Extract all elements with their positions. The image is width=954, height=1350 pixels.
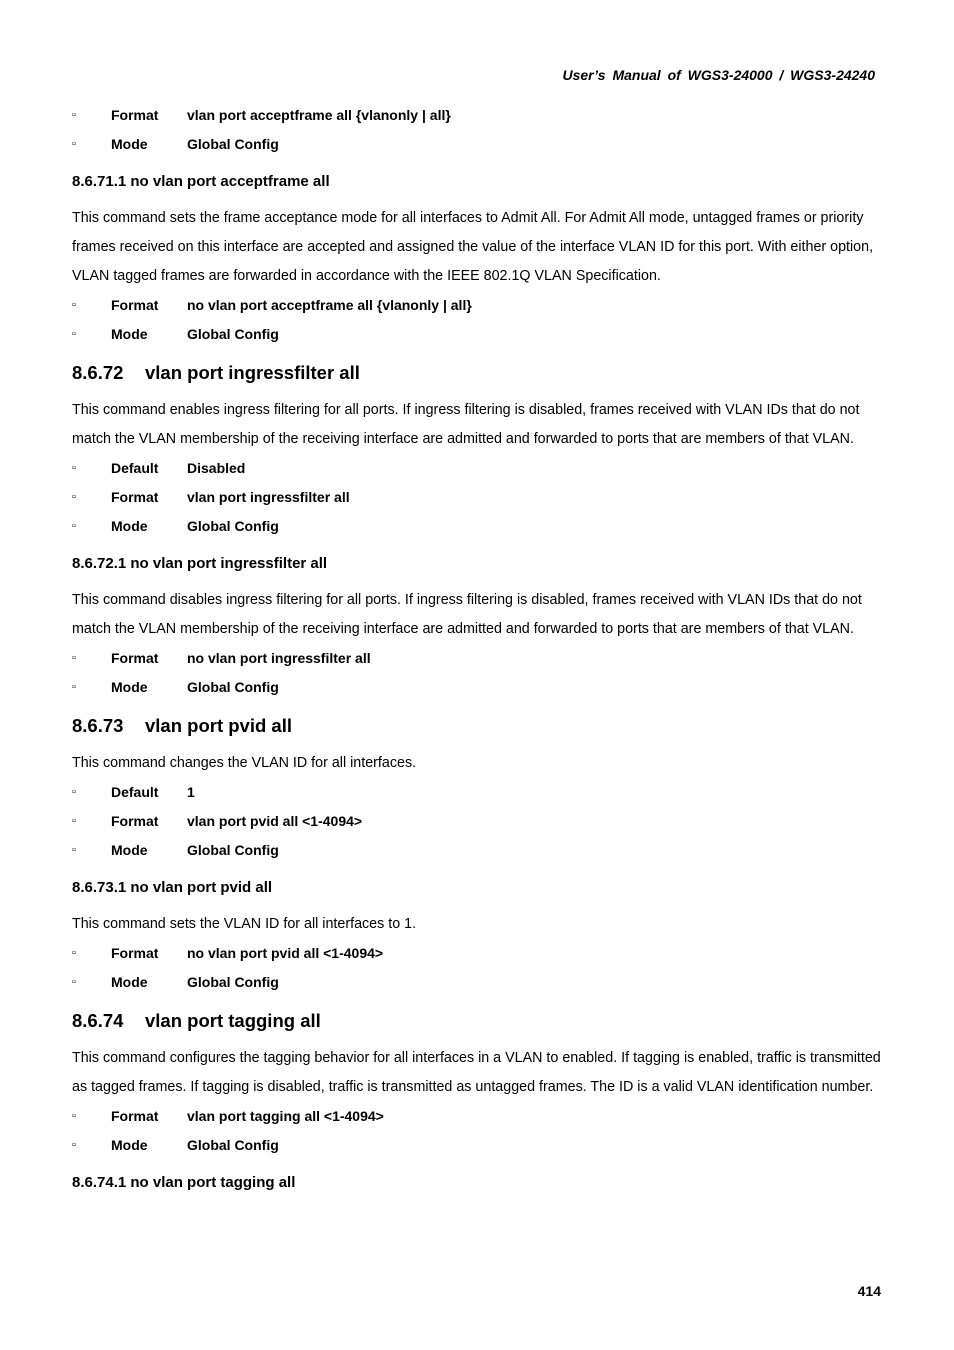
section-number: 8.6.74 xyxy=(72,1010,124,1031)
property-row xyxy=(72,836,884,865)
property-row xyxy=(72,130,884,159)
section-heading xyxy=(72,714,884,738)
bullet-icon: ▫ xyxy=(72,520,76,532)
property-key: Format xyxy=(111,489,159,505)
property-value: Global Config xyxy=(187,974,279,990)
property-row xyxy=(72,512,884,541)
property-list xyxy=(72,939,884,997)
section-title: vlan port ingressfilter all xyxy=(145,362,360,383)
property-row xyxy=(72,454,884,483)
bullet-icon: ▫ xyxy=(72,844,76,856)
section-heading xyxy=(72,1009,884,1033)
property-key: Format xyxy=(111,813,159,829)
property-value: Global Config xyxy=(187,136,279,152)
property-value: Global Config xyxy=(187,1137,279,1153)
property-list xyxy=(72,454,884,541)
property-row xyxy=(72,291,884,320)
property-key: Format xyxy=(111,650,159,666)
paragraph: This command enables ingress filtering for all ports. If ingress filtering is disabled, frames received with VLAN IDs that do not match the VLAN membership of the receiving interface are admitted and forwarded to ports that are members of that VLAN. xyxy=(72,402,860,447)
bullet-icon: ▫ xyxy=(72,462,76,474)
property-value: Global Config xyxy=(187,518,279,534)
page-number: 414 xyxy=(857,1283,881,1299)
property-row xyxy=(72,644,884,673)
property-row xyxy=(72,101,884,130)
property-key: Format xyxy=(111,1108,159,1124)
section-number: 8.6.73 xyxy=(72,715,124,736)
paragraph: This command sets the VLAN ID for all interfaces to 1. xyxy=(72,916,417,932)
property-row xyxy=(72,939,884,968)
property-key: Format xyxy=(111,107,159,123)
property-list xyxy=(72,644,884,702)
property-list xyxy=(72,1102,884,1160)
property-key: Mode xyxy=(111,136,148,152)
bullet-icon: ▫ xyxy=(72,947,76,959)
bullet-icon: ▫ xyxy=(72,1139,76,1151)
bullet-icon: ▫ xyxy=(72,976,76,988)
page-header: User’s Manual of WGS3-24000 / WGS3-24240 xyxy=(562,67,875,83)
property-row xyxy=(72,968,884,997)
section-number: 8.6.72 xyxy=(72,362,124,383)
property-key: Default xyxy=(111,460,159,476)
property-key: Mode xyxy=(111,679,148,695)
property-row xyxy=(72,320,884,349)
property-row xyxy=(72,673,884,702)
property-value: 1 xyxy=(187,784,195,800)
property-row xyxy=(72,778,884,807)
subsection-heading: 8.6.72.1 no vlan port ingressfilter all xyxy=(72,555,328,572)
property-key: Mode xyxy=(111,518,148,534)
paragraph: This command configures the tagging behavior for all interfaces in a VLAN to enabled. If tagging is enabled, traffic is transmitted as tagged frames. If tagging is disabled, traffic is transmitted as untagged frames. The ID is a valid VLAN identification number. xyxy=(72,1050,881,1095)
property-row xyxy=(72,1102,884,1131)
bullet-icon: ▫ xyxy=(72,491,76,503)
property-key: Default xyxy=(111,784,159,800)
property-key: Mode xyxy=(111,326,148,342)
bullet-icon: ▫ xyxy=(72,1110,76,1122)
property-key: Mode xyxy=(111,1137,148,1153)
property-value: Global Config xyxy=(187,326,279,342)
property-list xyxy=(72,291,884,349)
document-body xyxy=(72,101,884,1205)
paragraph: This command changes the VLAN ID for all interfaces. xyxy=(72,755,417,771)
property-value: vlan port acceptframe all {vlanonly | all} xyxy=(187,107,451,123)
section-title: vlan port tagging all xyxy=(145,1010,321,1031)
bullet-icon: ▫ xyxy=(72,652,76,664)
property-value: vlan port ingressfilter all xyxy=(187,489,350,505)
property-value: Disabled xyxy=(187,460,246,476)
bullet-icon: ▫ xyxy=(72,328,76,340)
property-row xyxy=(72,807,884,836)
property-list xyxy=(72,778,884,865)
section-title: vlan port pvid all xyxy=(145,715,292,736)
property-value: vlan port pvid all <1-4094> xyxy=(187,813,363,829)
bullet-icon: ▫ xyxy=(72,109,76,121)
property-value: no vlan port ingressfilter all xyxy=(187,650,371,666)
subsection-heading: 8.6.71.1 no vlan port acceptframe all xyxy=(72,173,330,190)
paragraph: This command sets the frame acceptance mode for all interfaces to Admit All. For Admit All mode, untagged frames or priority frames received on this interface are accepted and assigned the value of the interface VLAN ID for this port. With either option, VLAN tagged frames are forwarded in accordance with the IEEE 802.1Q VLAN Specification. xyxy=(72,210,874,284)
property-key: Mode xyxy=(111,842,148,858)
subsection-heading: 8.6.74.1 no vlan port tagging all xyxy=(72,1174,296,1191)
property-value: Global Config xyxy=(187,842,279,858)
property-value: no vlan port pvid all <1-4094> xyxy=(187,945,384,961)
property-key: Format xyxy=(111,945,159,961)
bullet-icon: ▫ xyxy=(72,299,76,311)
property-value: no vlan port acceptframe all {vlanonly | all} xyxy=(187,297,472,313)
bullet-icon: ▫ xyxy=(72,786,76,798)
bullet-icon: ▫ xyxy=(72,138,76,150)
property-key: Mode xyxy=(111,974,148,990)
bullet-icon: ▫ xyxy=(72,681,76,693)
section-heading xyxy=(72,361,884,385)
property-row xyxy=(72,1131,884,1160)
paragraph: This command disables ingress filtering for all ports. If ingress filtering is disabled, frames received with VLAN IDs that do not match the VLAN membership of the receiving interface are admitted and forwarded to ports that are members of that VLAN. xyxy=(72,592,862,637)
bullet-icon: ▫ xyxy=(72,815,76,827)
property-list xyxy=(72,101,884,159)
property-key: Format xyxy=(111,297,159,313)
property-value: vlan port tagging all <1-4094> xyxy=(187,1108,384,1124)
subsection-heading: 8.6.73.1 no vlan port pvid all xyxy=(72,879,273,896)
property-row xyxy=(72,483,884,512)
property-value: Global Config xyxy=(187,679,279,695)
